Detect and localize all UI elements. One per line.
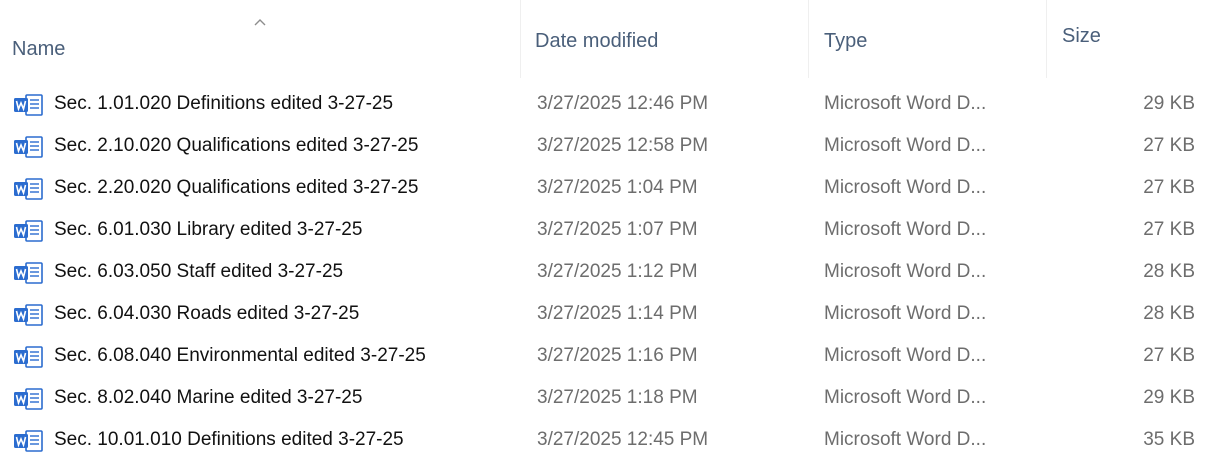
file-rows bbox=[0, 84, 1207, 459]
file-name[interactable]: Sec. 6.08.040 Environmental edited 3-27-25 bbox=[54, 345, 426, 366]
file-type: Microsoft Word D... bbox=[824, 261, 987, 282]
file-size: 27 KB bbox=[1143, 345, 1195, 366]
column-divider-type[interactable] bbox=[1046, 0, 1047, 78]
word-document-icon-glyph bbox=[12, 301, 44, 327]
file-size: 27 KB bbox=[1143, 219, 1195, 240]
file-date-modified: 3/27/2025 1:04 PM bbox=[537, 177, 698, 198]
file-date-modified: 3/27/2025 1:12 PM bbox=[537, 261, 698, 282]
column-header-date-modified[interactable]: Date modified bbox=[535, 30, 659, 52]
file-row[interactable] bbox=[0, 420, 1207, 456]
column-header-type[interactable]: Type bbox=[824, 30, 868, 52]
word-document-icon bbox=[12, 385, 44, 411]
file-name[interactable]: Sec. 10.01.010 Definitions edited 3-27-25 bbox=[54, 429, 404, 450]
file-size: 35 KB bbox=[1143, 429, 1195, 450]
word-document-icon-glyph bbox=[12, 175, 44, 201]
file-name[interactable]: Sec. 2.20.020 Qualifications edited 3-27-25 bbox=[54, 177, 419, 198]
file-name[interactable]: Sec. 6.01.030 Library edited 3-27-25 bbox=[54, 219, 363, 240]
file-date-modified: 3/27/2025 12:45 PM bbox=[537, 429, 709, 450]
word-document-icon-glyph bbox=[12, 259, 44, 285]
file-row[interactable] bbox=[0, 126, 1207, 162]
word-document-icon bbox=[12, 343, 44, 369]
column-divider-name[interactable] bbox=[520, 0, 521, 78]
file-row[interactable] bbox=[0, 378, 1207, 414]
file-name[interactable]: Sec. 8.02.040 Marine edited 3-27-25 bbox=[54, 387, 363, 408]
chevron-up-icon-glyph bbox=[253, 16, 267, 28]
file-name[interactable]: Sec. 1.01.020 Definitions edited 3-27-25 bbox=[54, 93, 394, 114]
file-type: Microsoft Word D... bbox=[824, 177, 987, 198]
file-type: Microsoft Word D... bbox=[824, 345, 987, 366]
word-document-icon bbox=[12, 301, 44, 327]
word-document-icon bbox=[12, 427, 44, 453]
chevron-up-icon bbox=[253, 15, 267, 27]
file-size: 28 KB bbox=[1143, 261, 1195, 282]
file-type: Microsoft Word D... bbox=[824, 429, 987, 450]
word-document-icon bbox=[12, 91, 44, 117]
file-name[interactable]: Sec. 2.10.020 Qualifications edited 3-27-25 bbox=[54, 135, 419, 156]
file-row[interactable] bbox=[0, 294, 1207, 330]
word-document-icon bbox=[12, 217, 44, 243]
file-date-modified: 3/27/2025 1:07 PM bbox=[537, 219, 698, 240]
file-type: Microsoft Word D... bbox=[824, 219, 987, 240]
word-document-icon-glyph bbox=[12, 217, 44, 243]
file-size: 27 KB bbox=[1143, 135, 1195, 156]
file-type: Microsoft Word D... bbox=[824, 303, 987, 324]
file-row[interactable] bbox=[0, 252, 1207, 288]
file-size: 28 KB bbox=[1143, 303, 1195, 324]
file-name[interactable]: Sec. 6.04.030 Roads edited 3-27-25 bbox=[54, 303, 360, 324]
column-divider-date[interactable] bbox=[808, 0, 809, 78]
file-date-modified: 3/27/2025 12:46 PM bbox=[537, 93, 709, 114]
word-document-icon-glyph bbox=[12, 427, 44, 453]
file-size: 27 KB bbox=[1143, 177, 1195, 198]
word-document-icon bbox=[12, 175, 44, 201]
file-size: 29 KB bbox=[1143, 93, 1195, 114]
file-date-modified: 3/27/2025 1:16 PM bbox=[537, 345, 698, 366]
word-document-icon-glyph bbox=[12, 343, 44, 369]
word-document-icon-glyph bbox=[12, 91, 44, 117]
file-row[interactable] bbox=[0, 210, 1207, 246]
word-document-icon bbox=[12, 259, 44, 285]
file-name[interactable]: Sec. 6.03.050 Staff edited 3-27-25 bbox=[54, 261, 344, 282]
word-document-icon-glyph bbox=[12, 133, 44, 159]
file-type: Microsoft Word D... bbox=[824, 135, 987, 156]
file-type: Microsoft Word D... bbox=[824, 93, 987, 114]
column-header-size[interactable]: Size bbox=[1062, 25, 1101, 47]
file-size: 29 KB bbox=[1143, 387, 1195, 408]
file-row[interactable] bbox=[0, 336, 1207, 372]
file-date-modified: 3/27/2025 1:14 PM bbox=[537, 303, 698, 324]
file-date-modified: 3/27/2025 12:58 PM bbox=[537, 135, 709, 156]
file-row[interactable] bbox=[0, 168, 1207, 204]
file-row[interactable] bbox=[0, 84, 1207, 120]
file-type: Microsoft Word D... bbox=[824, 387, 987, 408]
word-document-icon bbox=[12, 133, 44, 159]
file-date-modified: 3/27/2025 1:18 PM bbox=[537, 387, 698, 408]
word-document-icon-glyph bbox=[12, 385, 44, 411]
column-header-row bbox=[0, 0, 1207, 78]
column-header-name[interactable]: Name bbox=[12, 38, 66, 60]
